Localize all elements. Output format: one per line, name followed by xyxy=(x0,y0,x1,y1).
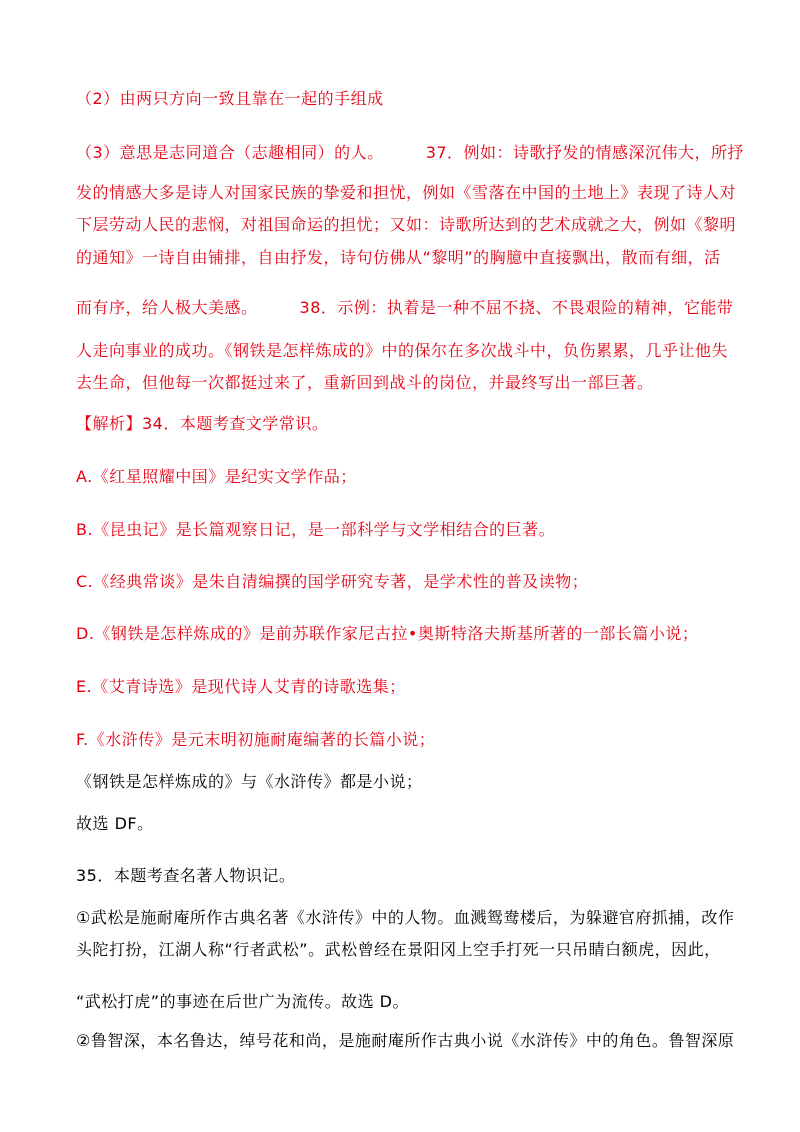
answer-line: （2）由两只方向一致且靠在一起的手组成 xyxy=(76,89,384,108)
answer-text: 而有序，给人极大美感。 xyxy=(76,298,258,317)
option-a: A.《红星照耀中国》是纪实文学作品； xyxy=(76,467,357,486)
option-e: E.《艾青诗选》是现代诗人艾青的诗歌选集； xyxy=(76,677,406,696)
answer-line: 发的情感大多是诗人对国家民族的挚爱和担忧，例如《雪落在中国的土地上》表现了诗人对 xyxy=(76,183,737,202)
answer-line: 去生命，但他每一次都挺过来了，重新回到战斗的岗位，并最终写出一部巨著。 xyxy=(76,373,654,392)
answer-line xyxy=(76,298,733,318)
option-c: C.《经典常谈》是朱自清编撰的国学研究专著，是学术性的普及读物； xyxy=(76,572,589,591)
analysis-heading: 【解析】34．本题考查文学常识。 xyxy=(76,414,329,433)
answer-line xyxy=(76,143,744,163)
analysis-line: 35．本题考查名著人物识记。 xyxy=(76,866,296,885)
analysis-line: 头陀打扮，江湖人称“行者武松”。武松曾经在景阳冈上空手打死一只吊睛白额虎，因此， xyxy=(76,940,721,959)
analysis-line: 《钢铁是怎样炼成的》与《水浒传》都是小说； xyxy=(76,772,423,791)
option-b: B.《昆虫记》是长篇观察日记，是一部科学与文学相结合的巨著。 xyxy=(76,520,556,539)
option-f: F.《水浒传》是元末明初施耐庵编著的长篇小说； xyxy=(76,730,436,749)
answer-38-start: 38．示例：执着是一种不屈不挠、不畏艰险的精神，它能带 xyxy=(299,298,734,317)
analysis-line: ①武松是施耐庵所作古典名著《水浒传》中的人物。血溅鸳鸯楼后，为躲避官府抓捕，改作 xyxy=(76,908,735,927)
analysis-line: 故选 DF。 xyxy=(76,814,154,833)
analysis-line: ②鲁智深，本名鲁达，绰号花和尚，是施耐庵所作古典小说《水浒传》中的角色。鲁智深原 xyxy=(76,1031,735,1050)
option-d: D.《钢铁是怎样炼成的》是前苏联作家尼古拉•奥斯特洛夫斯基所著的一部长篇小说； xyxy=(76,624,699,643)
answer-line: 的通知》一诗自由铺排，自由抒发，诗句仿佛从“黎明”的胸臆中直接飘出，散而有细，活 xyxy=(76,248,721,267)
analysis-line: “武松打虎”的事迹在后世广为流传。故选 D。 xyxy=(76,992,409,1011)
answer-line: 人走向事业的成功。《钢铁是怎样炼成的》中的保尔在多次战斗中，负伤累累，几乎让他失 xyxy=(76,341,729,360)
answer-line: 下层劳动人民的悲悯，对祖国命运的担忧；又如：诗歌所达到的艺术成就之大，例如《黎明 xyxy=(76,215,737,234)
answer-text: （3）意思是志同道合（志趣相同）的人。 xyxy=(76,143,384,162)
answer-37-start: 37．例如：诗歌抒发的情感深沉伟大，所抒 xyxy=(425,143,745,162)
